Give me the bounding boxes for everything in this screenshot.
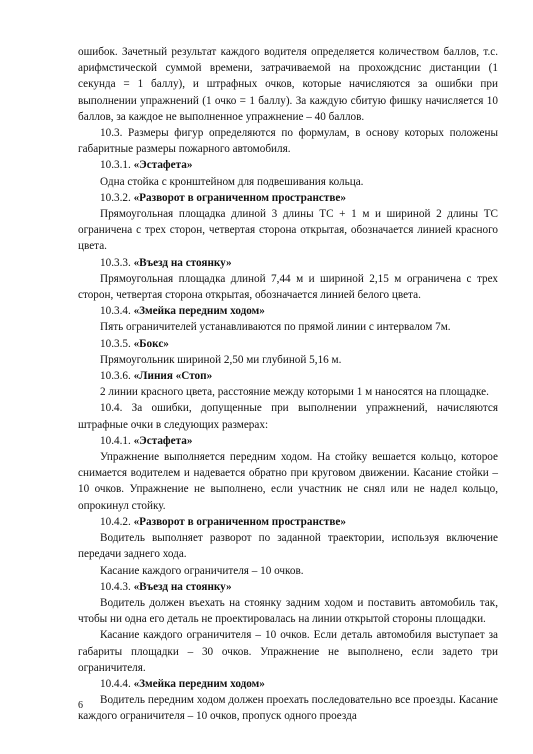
heading-title: «Въезд на стоянку»	[133, 580, 232, 593]
heading-title: «Эстафета»	[133, 159, 193, 172]
heading-10-3-3	[78, 255, 498, 271]
paragraph-10-4: 10.4. За ошибки, допущенные при выполнении упражнений, начисляются штрафные очки в следующих размерах:	[78, 402, 498, 431]
paragraph: Касание каждого ограничителя – 10 очков. Если деталь автомобиля выступает за габариты площадки – 30 очков. Упражнение не выполнено, если задето три ограничителя.	[78, 629, 498, 674]
paragraph: Водитель выполняет разворот по заданной траектории, используя включение передачи заднего хода.	[78, 532, 498, 561]
heading-number: 10.4.2.	[100, 515, 134, 528]
heading-10-3-4	[78, 303, 498, 319]
document-body	[78, 44, 498, 725]
paragraph-intro: ошибок. Зачетный результат каждого водителя определяется количеством баллов, т.с. арифмстической суммой времени, затрачиваемой на прохождснис дистанции (1 секунда = 1 баллу), и штрафных очков, которые начисляются за ошибки при выполнении упражнений (1 очко = 1 баллу). За каждую сбитую фишку начисляется 10 баллов, за каждое не выполненное упражнение – 40 баллов.	[78, 46, 498, 123]
heading-title: «Бокс»	[133, 337, 169, 350]
paragraph: Упражнение выполняется передним ходом. На стойку вешается кольцо, которое снимается водителем и надевается обратно при круговом движении. Касание стойки – 10 очков. Упражнение не выполнено, если участник не снял или не надел кольцо, опрокинул стойку.	[78, 451, 498, 512]
page-number: 6	[78, 700, 83, 711]
heading-10-3-2	[78, 190, 498, 206]
heading-title: «Змейка передним ходом»	[133, 677, 265, 690]
heading-title: «Линия «Стоп»	[133, 370, 213, 383]
heading-10-3-1	[78, 157, 498, 173]
heading-10-3-5	[78, 336, 498, 352]
paragraph: Прямоугольная площадка длиной 3 длины ТС + 1 м и шириной 2 длины ТС ограничена с трех сторон, четвертая сторона открытая, обозначается линией красного цвета.	[78, 208, 498, 253]
heading-number: 10.3.1.	[100, 159, 134, 172]
paragraph: Одна стойка с кронштейном для подвешивания кольца.	[100, 175, 364, 188]
paragraph: Пять ограничителей устанавливаются по прямой линии с интервалом 7м.	[100, 321, 451, 334]
heading-10-4-3	[78, 579, 498, 595]
heading-number: 10.3.3.	[100, 256, 134, 269]
paragraph: Водитель должен въехать на стоянку задним ходом и поставить автомобиль так, чтобы ни одна его деталь не проектировалась на линии открытой стороны площадки.	[78, 596, 498, 626]
heading-number: 10.4.1.	[100, 434, 134, 447]
heading-title: «Змейка передним ходом»	[133, 305, 265, 318]
paragraph: Водитель передним ходом должен проехать последовательно все проезды. Касание каждого ограничителя – 10 очков, пропуск одного проезда	[78, 694, 498, 723]
heading-10-4-2	[78, 514, 498, 530]
heading-number: 10.4.4.	[100, 677, 134, 690]
heading-title: «Въезд на стоянку»	[133, 256, 232, 269]
heading-number: 10.3.2.	[100, 191, 134, 204]
paragraph: Касание каждого ограничителя – 10 очков.	[100, 564, 304, 577]
heading-10-4-4	[78, 676, 498, 692]
heading-number: 10.4.3.	[100, 580, 134, 593]
heading-number: 10.3.5.	[100, 337, 134, 350]
heading-10-4-1	[78, 433, 498, 449]
heading-title: «Разворот в ограниченном пространстве»	[133, 515, 346, 528]
paragraph-10-3: 10.3. Размеры фигур определяются по формулам, в основу которых положены габаритные размеры пожарного автомобиля.	[78, 127, 498, 156]
paragraph: Прямоугольник шириной 2,50 ми глубиной 5,16 м.	[100, 353, 342, 366]
heading-number: 10.3.6.	[100, 370, 134, 383]
paragraph: Прямоугольная площадка длиной 7,44 м и шириной 2,15 м ограничена с трех сторон, четвертая сторона открытая, обозначается линией белого цвета.	[78, 272, 498, 302]
heading-title: «Разворот в ограниченном пространстве»	[133, 191, 346, 204]
heading-title: «Эстафета»	[133, 434, 193, 447]
heading-10-3-6	[78, 368, 498, 384]
paragraph: 2 линии красного цвета, расстояние между которыми 1 м наносятся на площадке.	[100, 386, 489, 399]
heading-number: 10.3.4.	[100, 305, 134, 318]
